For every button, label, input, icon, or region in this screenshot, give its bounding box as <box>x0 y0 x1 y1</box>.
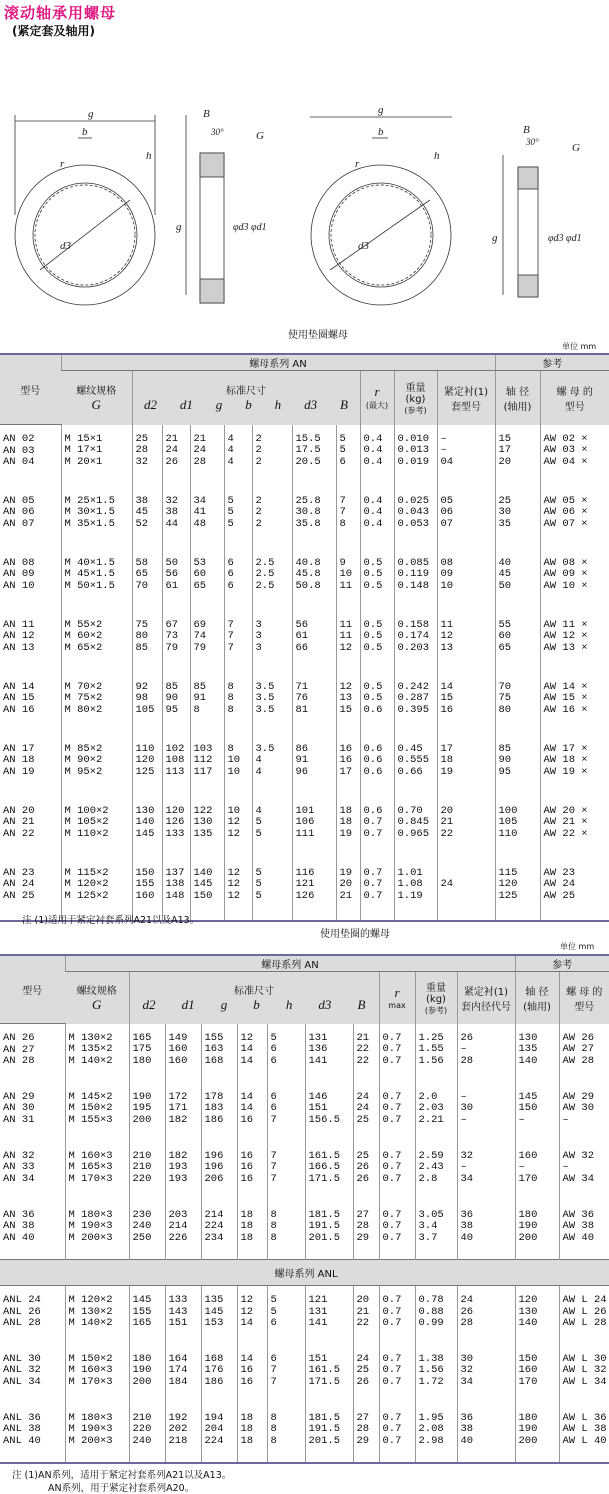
cell-h: 3 3 3 <box>252 611 292 673</box>
cell-d3: 151 161.5 171.5 <box>305 1345 353 1404</box>
cell-B: 7 7 8 <box>336 487 360 549</box>
cell-d3: 71 76 81 <box>292 673 336 735</box>
cell-B: 9 10 11 <box>336 549 360 611</box>
cell-g: 53 60 65 <box>190 549 224 611</box>
dim-b-r: b <box>378 126 384 138</box>
cell-nut: AW 08 × AW 09 × AW 10 × <box>540 549 609 611</box>
cell-b: 14 16 16 <box>237 1345 267 1404</box>
cell-nut: AW 32 – AW 34 <box>559 1142 609 1201</box>
cell-model: ANL 24 ANL 26 ANL 28 <box>3 1294 41 1329</box>
cell-B: 24 24 25 <box>353 1083 379 1142</box>
cell-h: 7 7 7 <box>267 1142 305 1201</box>
cell-r: 0.5 0.5 0.5 <box>360 549 394 611</box>
h2-sleeve: 紧定衬(1) 套内径代号 <box>457 972 515 1024</box>
cell-h: 3.5 4 4 <box>252 735 292 797</box>
cell-sleeve: 26 – 28 <box>457 1024 515 1083</box>
h-std: 标准尺寸 d2 d1 g b h d3 B <box>132 371 360 425</box>
dim-angle-r: 30° <box>526 137 539 147</box>
table-row <box>0 797 609 859</box>
cell-thread: M 70×2 M 75×2 M 80×2 <box>61 673 132 735</box>
table2-caption: 使用垫圈的螺母 <box>320 929 390 940</box>
cell-model: AN 02 AN 03 AN 04 <box>3 433 35 468</box>
cell-model: AN 08 AN 09 AN 10 <box>3 556 35 592</box>
cell-B: 24 25 26 <box>353 1345 379 1404</box>
cell-g: 34 41 48 <box>190 487 224 549</box>
cell-h: 3.5 3.5 3.5 <box>252 673 292 735</box>
table-row <box>0 425 609 487</box>
cell-h: 4 5 5 <box>252 797 292 859</box>
cell-r: 0.5 0.5 0.6 <box>360 673 394 735</box>
dim-B-r: B <box>523 124 530 136</box>
right-nut-front-view <box>310 104 452 305</box>
cell-B: 18 18 19 <box>336 797 360 859</box>
cell-model: AN 14 AN 15 AN 16 <box>3 680 35 716</box>
cell-d2: 145 155 165 <box>129 1286 165 1345</box>
cell-sleeve: 11 12 13 <box>437 611 495 673</box>
cell-model: AN 29 AN 30 AN 31 <box>3 1090 35 1126</box>
cell-g: 103 112 117 <box>190 735 224 797</box>
cell-d1: 102 108 113 <box>162 735 190 797</box>
cell-d2: 150 155 160 <box>132 859 162 921</box>
table-row <box>0 1201 609 1260</box>
cell-B: 19 20 21 <box>336 859 360 921</box>
h-sleeve: 紧定衬(1) 套型号 <box>437 371 495 425</box>
cell-sleeve: 05 06 07 <box>437 487 495 549</box>
cell-r: 0.5 0.5 0.5 <box>360 611 394 673</box>
cell-d3: 161.5 166.5 171.5 <box>305 1142 353 1201</box>
cell-thread: M 160×3 M 165×3 M 170×3 <box>65 1142 129 1201</box>
cell-h: 8 8 8 <box>267 1201 305 1260</box>
dim-h-r: h <box>434 150 440 162</box>
cell-r: 0.7 0.7 0.7 <box>379 1404 415 1463</box>
cell-B: 11 11 12 <box>336 611 360 673</box>
cell-sleeve: 24 26 28 <box>457 1286 515 1345</box>
h-series: 螺母系列 AN <box>61 354 495 371</box>
cell-nut: AW 02 × AW 03 × AW 04 × <box>540 425 609 487</box>
cell-d2: 75 80 85 <box>132 611 162 673</box>
cell-nut: AW L 24 AW L 26 AW L 28 <box>559 1286 609 1345</box>
cell-b: 12 14 14 <box>237 1024 267 1083</box>
cell-thread: M 25×1.5 M 30×1.5 M 35×1.5 <box>61 487 132 549</box>
dim-r-r: r <box>355 158 360 170</box>
cell-r: 0.6 0.7 0.7 <box>360 797 394 859</box>
cell-shaft: 130 135 140 <box>515 1024 559 1083</box>
cell-model: AN 32 AN 33 AN 34 <box>3 1149 35 1185</box>
cell-model: AN 23 AN 24 AN 25 <box>0 859 61 921</box>
cell-h: 5 6 6 <box>267 1024 305 1083</box>
cell-r: 0.7 0.7 0.7 <box>379 1345 415 1404</box>
cell-d1: 149 160 160 <box>165 1024 201 1083</box>
cell-g: 155 163 168 <box>201 1024 237 1083</box>
cell-nut: AW L 36 AW L 38 AW L 40 <box>559 1404 609 1463</box>
cell-d2: 180 190 200 <box>129 1345 165 1404</box>
cell-nut: AW 29 AW 30 – <box>559 1083 609 1142</box>
cell-model: AN 36 AN 38 AN 40 <box>3 1208 35 1244</box>
dim-g-r: g <box>378 104 384 116</box>
cell-r: 0.7 0.7 0.7 <box>379 1142 415 1201</box>
cell-d2: 210 210 220 <box>129 1142 165 1201</box>
h2-std: 标准尺寸 d2 d1 g b h d3 B <box>129 972 379 1024</box>
cell-g: 21 24 28 <box>190 425 224 487</box>
cell-g: 140 145 150 <box>190 859 224 921</box>
h2-model: 型号 <box>0 955 65 1024</box>
cell-d3: 181.5 191.5 201.5 <box>305 1201 353 1260</box>
dim-d-label-r: φd3 φd1 <box>548 233 582 244</box>
cell-h: 6 6 7 <box>267 1083 305 1142</box>
cell-model: AN 17 AN 18 AN 19 <box>3 742 35 778</box>
cell-B: 20 21 22 <box>353 1286 379 1345</box>
cell-shaft: 100 105 110 <box>495 797 540 859</box>
cell-d1: 182 193 193 <box>165 1142 201 1201</box>
cell-model: AN 20 AN 21 AN 22 <box>3 804 35 840</box>
cell-d3: 40.8 45.8 50.8 <box>292 549 336 611</box>
cell-shaft: 15 17 20 <box>495 425 540 487</box>
cell-w: 2.59 2.43 2.8 <box>415 1142 457 1201</box>
dim-G-r: G <box>572 142 580 154</box>
dim-r: r <box>60 158 65 170</box>
table-row <box>0 1286 609 1345</box>
nut-drawings <box>0 95 609 310</box>
anl-series-header <box>0 1260 609 1286</box>
h2-weight: 重量 (kg) (参考) <box>415 972 457 1024</box>
dim-B: B <box>203 108 210 120</box>
table-row <box>0 1404 609 1463</box>
cell-d3: 181.5 191.5 201.5 <box>305 1404 353 1463</box>
cell-r: 0.6 0.6 0.6 <box>360 735 394 797</box>
table-row <box>0 1024 609 1083</box>
cell-d2: 92 98 105 <box>132 673 162 735</box>
cell-w: 1.95 2.08 2.98 <box>415 1404 457 1463</box>
cell-w: 0.085 0.119 0.148 <box>394 549 437 611</box>
cell-shaft: 120 130 140 <box>515 1286 559 1345</box>
cell-model: ANL 36 ANL 38 ANL 40 <box>0 1404 65 1463</box>
cell-b: 8 10 10 <box>224 735 252 797</box>
cell-w: 0.025 0.043 0.053 <box>394 487 437 549</box>
dim-b: b <box>82 126 88 138</box>
dim-d3: d3 <box>60 240 71 252</box>
unit-label-2: 单位 mm <box>560 942 595 951</box>
cell-d2: 130 140 145 <box>132 797 162 859</box>
cell-nut: AW 20 × AW 21 × AW 22 × <box>540 797 609 859</box>
cell-B: 25 26 26 <box>353 1142 379 1201</box>
cell-g: 135 145 153 <box>201 1286 237 1345</box>
h2-ref: 参考 <box>515 955 609 972</box>
cell-d2: 165 175 180 <box>129 1024 165 1083</box>
cell-h: 8 8 8 <box>267 1404 305 1463</box>
cell-w: 1.01 1.08 1.19 <box>394 859 437 921</box>
cell-B: 21 22 22 <box>353 1024 379 1083</box>
cell-sleeve: – – 04 <box>437 425 495 487</box>
cell-g: 168 176 186 <box>201 1345 237 1404</box>
h-shaft: 轴 径 (轴用) <box>495 371 540 425</box>
cell-b: 12 12 14 <box>237 1286 267 1345</box>
cell-w: 1.25 1.55 1.56 <box>415 1024 457 1083</box>
cell-b: 18 18 18 <box>237 1404 267 1463</box>
cell-d2: 230 240 250 <box>129 1201 165 1260</box>
cell-B: 16 16 17 <box>336 735 360 797</box>
cell-nut: AW 11 × AW 12 × AW 13 × <box>540 611 609 673</box>
cell-r: 0.4 0.4 0.4 <box>360 487 394 549</box>
cell-shaft: 145 150 – <box>515 1083 559 1142</box>
cell-d1: 67 73 79 <box>162 611 190 673</box>
cell-sleeve: 20 21 22 <box>437 797 495 859</box>
cell-thread: M 145×2 M 150×2 M 155×3 <box>65 1083 129 1142</box>
cell-b: 5 5 5 <box>224 487 252 549</box>
cell-b: 7 7 7 <box>224 611 252 673</box>
table-row <box>0 673 609 735</box>
cell-sleeve: 36 38 40 <box>457 1404 515 1463</box>
h-series-anl: 螺母系列 ANL <box>0 1260 609 1286</box>
table-row <box>0 1345 609 1404</box>
cell-shaft: 85 90 95 <box>495 735 540 797</box>
page-title: 滚动轴承用螺母 <box>4 4 117 22</box>
cell-nut: AW 26 AW 27 AW 28 <box>559 1024 609 1083</box>
cell-thread: M 15×1 M 17×1 M 20×1 <box>61 425 132 487</box>
cell-nut: AW 14 × AW 15 × AW 16 × <box>540 673 609 735</box>
cell-shaft: 180 190 200 <box>515 1201 559 1260</box>
left-nut-side-view <box>176 108 267 303</box>
cell-d2: 25 28 32 <box>132 425 162 487</box>
cell-sleeve: 14 15 16 <box>437 673 495 735</box>
left-nut-front-view <box>15 108 155 305</box>
note-table1: 注 (1)适用于紧定衬套系列A21以及A13。 <box>22 915 200 926</box>
cell-h: 5 5 5 <box>252 859 292 921</box>
cell-w: 0.010 0.013 0.019 <box>394 425 437 487</box>
cell-b: 12 12 12 <box>224 859 252 921</box>
cell-sleeve: 30 32 34 <box>457 1345 515 1404</box>
cell-shaft: 70 75 80 <box>495 673 540 735</box>
dim-d-label: φd3 φd1 <box>233 222 267 233</box>
cell-thread: M 115×2 M 120×2 M 125×2 <box>61 859 132 921</box>
h-nut: 螺 母 的 型号 <box>540 371 609 425</box>
cell-d1: 164 174 184 <box>165 1345 201 1404</box>
cell-B: 27 28 29 <box>353 1404 379 1463</box>
figure-caption: 使用垫圈螺母 <box>288 330 348 341</box>
cell-B: 12 13 15 <box>336 673 360 735</box>
cell-thread: M 40×1.5 M 45×1.5 M 50×1.5 <box>61 549 132 611</box>
note-table2-1: 注 (1)AN系列，适用于紧定衬套系列A21以及A13。 <box>12 1470 232 1481</box>
cell-w: 0.78 0.88 0.99 <box>415 1286 457 1345</box>
cell-thread: M 120×2 M 130×2 M 140×2 <box>65 1286 129 1345</box>
cell-r: 0.4 0.4 0.4 <box>360 425 394 487</box>
table-an-anl-series <box>0 954 609 1464</box>
cell-shaft: 160 – 170 <box>515 1142 559 1201</box>
cell-w: 2.0 2.03 2.21 <box>415 1083 457 1142</box>
cell-d1: 172 171 182 <box>165 1083 201 1142</box>
cell-sleeve: 36 38 40 <box>457 1201 515 1260</box>
cell-model: ANL 30 ANL 32 ANL 34 <box>3 1352 41 1388</box>
cell-nut: AW 17 × AW 18 × AW 19 × <box>540 735 609 797</box>
dim-angle: 30° <box>211 127 224 137</box>
cell-d3: 101 106 111 <box>292 797 336 859</box>
cell-d2: 58 65 70 <box>132 549 162 611</box>
cell-d1: 192 202 218 <box>165 1404 201 1463</box>
cell-sleeve: 24 <box>437 859 495 921</box>
table-an2-body <box>0 1024 609 1463</box>
table-row <box>0 611 609 673</box>
cell-d3: 131 136 141 <box>305 1024 353 1083</box>
cell-shaft: 150 160 170 <box>515 1345 559 1404</box>
cell-w: 1.38 1.56 1.72 <box>415 1345 457 1404</box>
h-thread: 螺纹规格 G <box>61 371 132 425</box>
dim-G: G <box>256 130 264 142</box>
h2-thread: 螺纹规格 G <box>65 972 129 1024</box>
cell-b: 16 16 16 <box>237 1142 267 1201</box>
cell-d1: 133 143 151 <box>165 1286 201 1345</box>
cell-g: 214 224 234 <box>201 1201 237 1260</box>
cell-r: 0.7 0.7 0.7 <box>379 1286 415 1345</box>
cell-g: 178 183 186 <box>201 1083 237 1142</box>
cell-r: 0.7 0.7 0.7 <box>379 1201 415 1260</box>
table-row <box>0 549 609 611</box>
note-table2-2: AN系列，用于紧定衬套系列A20。 <box>48 1483 195 1494</box>
cell-B: 5 5 6 <box>336 425 360 487</box>
page-subtitle: (紧定套及轴用) <box>12 24 95 38</box>
cell-r: 0.7 0.7 0.7 <box>379 1024 415 1083</box>
cell-thread: M 55×2 M 60×2 M 65×2 <box>61 611 132 673</box>
h-ref: 参考 <box>495 354 609 371</box>
h-r: r (最大) <box>360 371 394 425</box>
cell-d1: 120 126 133 <box>162 797 190 859</box>
cell-nut: AW 23 AW 24 AW 25 <box>540 859 609 921</box>
cell-d1: 50 56 61 <box>162 549 190 611</box>
cell-b: 6 6 6 <box>224 549 252 611</box>
cell-w: 0.158 0.174 0.203 <box>394 611 437 673</box>
cell-b: 8 8 8 <box>224 673 252 735</box>
cell-b: 18 18 18 <box>237 1201 267 1260</box>
dim-g-side: g <box>176 221 182 233</box>
cell-d2: 190 195 200 <box>129 1083 165 1142</box>
cell-d1: 137 138 148 <box>162 859 190 921</box>
table-an-series <box>0 353 609 922</box>
cell-thread: M 85×2 M 90×2 M 95×2 <box>61 735 132 797</box>
cell-b: 10 12 12 <box>224 797 252 859</box>
h2-series: 螺母系列 AN <box>65 955 515 972</box>
cell-w: 3.05 3.4 3.7 <box>415 1201 457 1260</box>
cell-w: 0.70 0.845 0.965 <box>394 797 437 859</box>
h-model: 型号 <box>0 354 61 425</box>
table-row <box>0 1083 609 1142</box>
cell-d3: 15.5 17.5 20.5 <box>292 425 336 487</box>
cell-sleeve: 17 18 19 <box>437 735 495 797</box>
cell-d3: 25.8 30.8 35.8 <box>292 487 336 549</box>
table-row <box>0 1142 609 1201</box>
cell-model: AN 11 AN 12 AN 13 <box>3 618 35 654</box>
cell-d2: 210 220 240 <box>129 1404 165 1463</box>
cell-d3: 86 91 96 <box>292 735 336 797</box>
cell-nut: AW 05 × AW 06 × AW 07 × <box>540 487 609 549</box>
h2-shaft: 轴 径 (轴用) <box>515 972 559 1024</box>
cell-d1: 32 38 44 <box>162 487 190 549</box>
h2-r: r max <box>379 972 415 1024</box>
cell-thread: M 180×3 M 190×3 M 200×3 <box>65 1201 129 1260</box>
cell-thread: M 180×3 M 190×3 M 200×3 <box>65 1404 129 1463</box>
cell-d3: 121 131 141 <box>305 1286 353 1345</box>
cell-d2: 38 45 52 <box>132 487 162 549</box>
cell-model: AN 26 AN 27 AN 28 <box>3 1032 35 1067</box>
h-weight: 重量 (kg) (参考) <box>394 371 437 425</box>
cell-thread: M 130×2 M 135×2 M 140×2 <box>65 1024 129 1083</box>
dim-h: h <box>146 150 152 162</box>
cell-d2: 110 120 125 <box>132 735 162 797</box>
cell-sleeve: – 30 – <box>457 1083 515 1142</box>
cell-shaft: 180 190 200 <box>515 1404 559 1463</box>
dim-g-side-r: g <box>492 232 498 244</box>
cell-h: 2 2 2 <box>252 487 292 549</box>
cell-d3: 56 61 66 <box>292 611 336 673</box>
cell-B: 27 28 29 <box>353 1201 379 1260</box>
cell-b: 4 4 4 <box>224 425 252 487</box>
cell-thread: M 150×2 M 160×3 M 170×3 <box>65 1345 129 1404</box>
cell-shaft: 40 45 50 <box>495 549 540 611</box>
table-row <box>0 735 609 797</box>
cell-w: 0.242 0.287 0.395 <box>394 673 437 735</box>
cell-nut: AW L 30 AW L 32 AW L 34 <box>559 1345 609 1404</box>
right-nut-side-view <box>492 124 582 297</box>
cell-shaft: 25 30 35 <box>495 487 540 549</box>
cell-d1: 21 24 26 <box>162 425 190 487</box>
cell-b: 14 14 16 <box>237 1083 267 1142</box>
cell-g: 69 74 79 <box>190 611 224 673</box>
unit-label-1: 单位 mm <box>562 342 597 351</box>
cell-h: 2.5 2.5 2.5 <box>252 549 292 611</box>
cell-d1: 203 214 226 <box>165 1201 201 1260</box>
cell-d3: 116 121 126 <box>292 859 336 921</box>
cell-h: 2 2 2 <box>252 425 292 487</box>
cell-g: 122 130 135 <box>190 797 224 859</box>
cell-d1: 85 90 95 <box>162 673 190 735</box>
cell-thread: M 100×2 M 105×2 M 110×2 <box>61 797 132 859</box>
cell-g: 85 91 8 <box>190 673 224 735</box>
cell-sleeve: 08 09 10 <box>437 549 495 611</box>
table-row <box>0 487 609 549</box>
cell-g: 194 204 224 <box>201 1404 237 1463</box>
cell-shaft: 115 120 125 <box>495 859 540 921</box>
cell-shaft: 55 60 65 <box>495 611 540 673</box>
cell-r: 0.7 0.7 0.7 <box>360 859 394 921</box>
cell-sleeve: 32 – 34 <box>457 1142 515 1201</box>
cell-h: 6 7 7 <box>267 1345 305 1404</box>
cell-d3: 146 151 156.5 <box>305 1083 353 1142</box>
dim-g: g <box>88 108 94 120</box>
cell-model: AN 05 AN 06 AN 07 <box>3 494 35 530</box>
cell-r: 0.7 0.7 0.7 <box>379 1083 415 1142</box>
cell-w: 0.45 0.555 0.66 <box>394 735 437 797</box>
dim-d3-r: d3 <box>358 240 369 252</box>
cell-nut: AW 36 AW 38 AW 40 <box>559 1201 609 1260</box>
table-an-body <box>0 425 609 921</box>
cell-g: 196 196 206 <box>201 1142 237 1201</box>
cell-h: 5 5 6 <box>267 1286 305 1345</box>
h2-nut: 螺 母 的 型号 <box>559 972 609 1024</box>
